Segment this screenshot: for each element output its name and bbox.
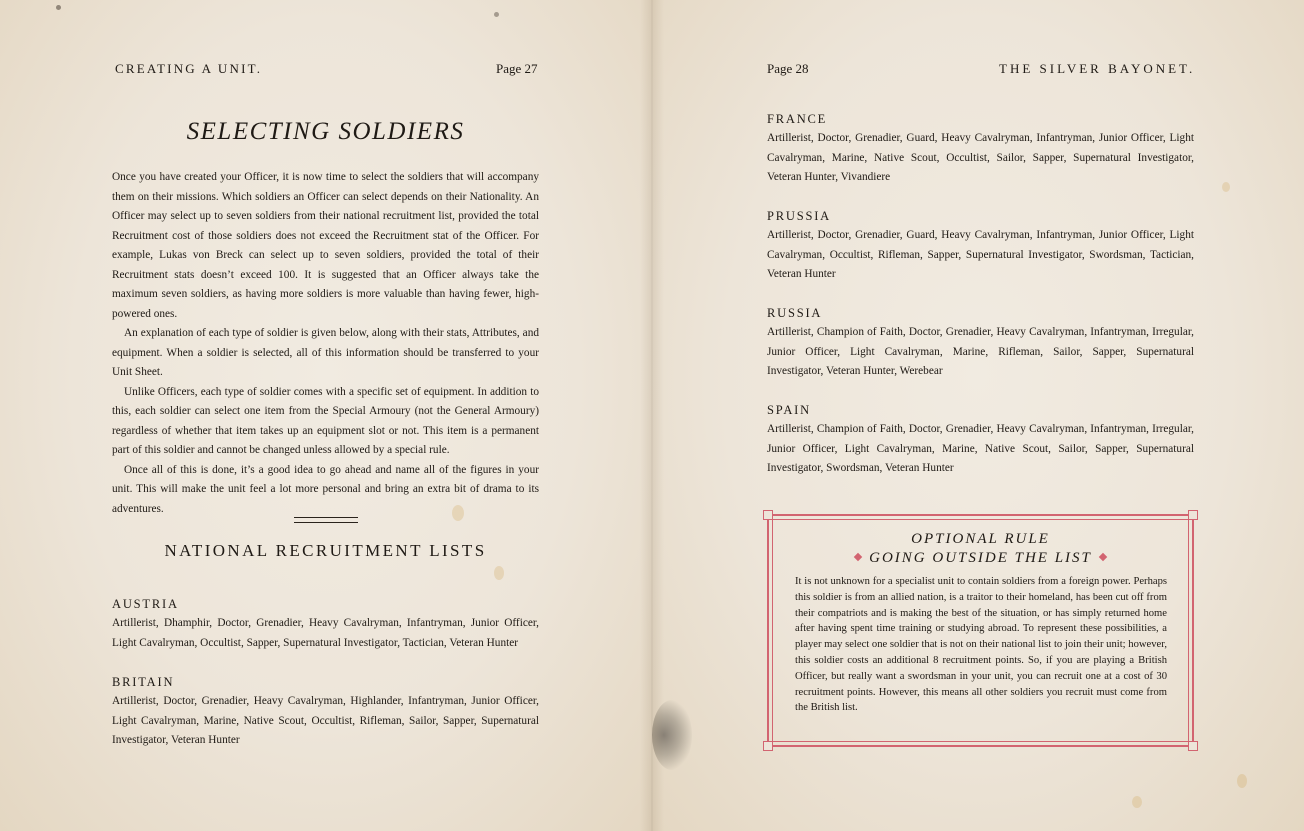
section-heading: NATIONAL RECRUITMENT LISTS xyxy=(164,541,487,560)
nation-soldier-list: Artillerist, Doctor, Grenadier, Guard, Heavy Cavalryman, Infantryman, Junior Officer, Light Cavalryman, Marine, Native Scout, Occultist, Sailor, Sapper, Supernatural Investigator, Veteran Hunter, Vivandiere xyxy=(767,132,1194,183)
nation-name: BRITAIN xyxy=(112,675,175,689)
page-number-right: Page 28 xyxy=(767,61,809,76)
nation-name: RUSSIA xyxy=(767,306,823,320)
paper-spot xyxy=(452,505,464,521)
optional-rule-title: GOING OUTSIDE THE LIST xyxy=(869,550,1092,566)
nation-austria xyxy=(112,596,539,653)
paper-spot xyxy=(1222,182,1230,192)
paragraph: An explanation of each type of soldier is given below, along with their stats, Attributes, and equipment. When a soldier is selected, all of this information should be transferred to your Unit Sheet. xyxy=(112,327,539,378)
optional-rule-title-row xyxy=(769,550,1192,567)
nation-russia xyxy=(767,305,1194,382)
nation-name: SPAIN xyxy=(767,403,811,417)
ink-stain xyxy=(652,700,692,770)
nation-name: FRANCE xyxy=(767,112,828,126)
nation-name: AUSTRIA xyxy=(112,597,179,611)
running-head-right: THE SILVER BAYONET. xyxy=(999,61,1196,76)
nation-spain xyxy=(767,402,1194,479)
section-divider xyxy=(294,517,358,523)
diamond-ornament xyxy=(854,553,862,561)
nation-soldier-list: Artillerist, Doctor, Grenadier, Guard, Heavy Cavalryman, Infantryman, Junior Officer, Light Cavalryman, Occultist, Rifleman, Sapper, Supernatural Investigator, Swordsman, Tactician, Veteran Hunter xyxy=(767,229,1194,280)
paper-spot xyxy=(1237,774,1247,788)
nation-prussia xyxy=(767,208,1194,285)
right-page xyxy=(652,0,1304,831)
paragraph: Unlike Officers, each type of soldier comes with a specific set of equipment. In addition to this, each soldier can select one item from the Special Armoury (not the General Armoury) regardless of whether that item takes up an equipment slot or not. This item is a permanent part of this soldier and cannot be changed unless allowed by a special rule. xyxy=(112,385,539,456)
nation-soldier-list: Artillerist, Champion of Faith, Doctor, Grenadier, Heavy Cavalryman, Infantryman, Irregular, Junior Officer, Light Cavalryman, Marine, Native Scout, Sailor, Sapper, Supernatural Investigator, Swordsman, Veteran Hunter xyxy=(767,423,1194,474)
page-number-left: Page 27 xyxy=(496,61,538,76)
page-title: SELECTING SOLDIERS xyxy=(186,118,465,145)
running-head-left: CREATING A UNIT. xyxy=(115,61,263,76)
nation-france xyxy=(767,111,1194,188)
optional-rule-box xyxy=(767,514,1194,747)
corner-ornament xyxy=(763,510,773,520)
paragraph: Once you have created your Officer, it is now time to select the soldiers that will accompany them on their missions. Which soldiers an Officer can select depends on their Nationality. An Officer may select up to seven soldiers from their national recruitment list, provided the total Recruitment cost of those soldiers does not exceed the Recruitment stat of the Officer. For example, Lukas von Breck can select up to seven soldiers, provided the total of their Recruitment stats doesn’t exceed 100. It is suggested that an Officer always take the maximum seven soldiers, as having more soldiers is more valuable than having fewer, high-powered ones. xyxy=(112,171,539,320)
paragraph: Once all of this is done, it’s a good idea to go ahead and name all of the figures in your unit. This will make the unit feel a lot more personal and bring an extra bit of drama to its adventures. xyxy=(112,463,539,515)
nation-soldier-list: Artillerist, Doctor, Grenadier, Heavy Cavalryman, Highlander, Infantryman, Junior Officer, Light Cavalryman, Marine, Native Scout, Occultist, Rifleman, Sailor, Sapper, Supernatural Investigator, Veteran Hunter xyxy=(112,695,539,746)
corner-ornament xyxy=(1188,741,1198,751)
corner-ornament xyxy=(1188,510,1198,520)
intro-text xyxy=(112,168,539,519)
paper-spot xyxy=(1132,796,1142,808)
paper-spot xyxy=(494,566,504,580)
paper-spot xyxy=(56,5,61,10)
diamond-ornament xyxy=(1099,553,1107,561)
nation-name: PRUSSIA xyxy=(767,209,832,223)
corner-ornament xyxy=(763,741,773,751)
nation-soldier-list: Artillerist, Champion of Faith, Doctor, Grenadier, Heavy Cavalryman, Infantryman, Irregular, Junior Officer, Light Cavalryman, Marine, Rifleman, Sailor, Sapper, Supernatural Investigator, Veteran Hunter, Werebear xyxy=(767,326,1194,377)
optional-rule-text: It is not unknown for a specialist unit to contain soldiers from a foreign power. Perhaps this soldier is from an allied nation, is a traitor to their homeland, has been cut off from their compatriots and is making the best of the situation, or has simply returned home after having spent time training or studying abroad. To represent these possibilities, a player may select one soldier that is not on their national list to join their unit; however, this soldier costs an additional 8 recruitment points. So, if you are playing a British Officer, but really want a swordsman in your unit, you can recruit one at a cost of 30 recruitment points. However, this means all other soldiers you recruit must come from the British list. xyxy=(795,576,1167,714)
paper-spot xyxy=(494,12,499,17)
nation-soldier-list: Artillerist, Dhamphir, Doctor, Grenadier, Heavy Cavalryman, Infantryman, Junior Officer, Light Cavalryman, Occultist, Sapper, Supernatural Investigator, Tactician, Veteran Hunter xyxy=(112,617,539,649)
optional-rule-heading: OPTIONAL RULE xyxy=(911,531,1050,547)
nation-britain xyxy=(112,674,539,751)
